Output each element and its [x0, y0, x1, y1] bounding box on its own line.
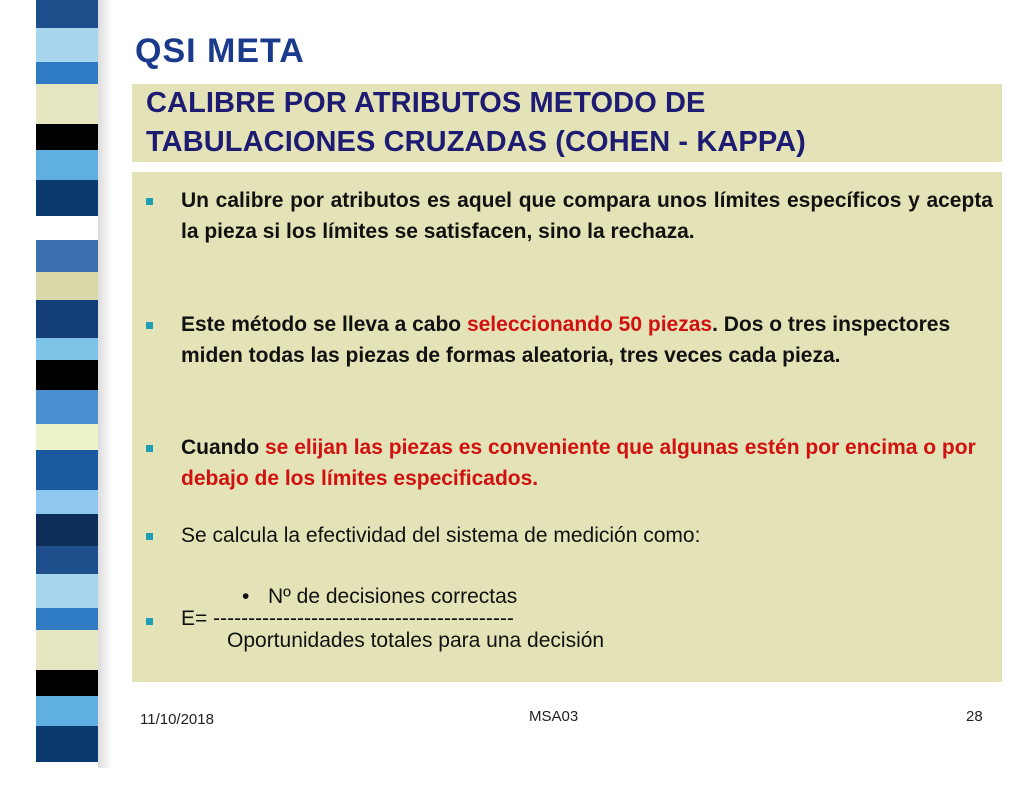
- title-line-2: TABULACIONES CRUZADAS (COHEN - KAPPA): [146, 126, 806, 158]
- decorative-tile: [36, 696, 98, 726]
- title-line-1: CALIBRE POR ATRIBUTOS METODO DE: [146, 87, 706, 119]
- bullet-3-highlight: se elijan las piezas es conveniente que algunas estén por encima o por debajo de los límites especificados.: [181, 436, 976, 490]
- decorative-tile: [36, 726, 98, 762]
- bullet-2-part2: . Dos o tres inspectores miden todas las piezas de formas aleatoria, tres veces cada pieza.: [181, 313, 951, 367]
- decorative-tile-strip: [36, 0, 100, 768]
- decorative-tile: [36, 390, 98, 424]
- decorative-tile: [36, 0, 98, 28]
- decorative-tile: [36, 574, 98, 608]
- bullet-text-3: [181, 432, 993, 494]
- decorative-tile: [36, 514, 98, 546]
- decorative-tile: [36, 84, 98, 124]
- decorative-tile: [36, 670, 98, 696]
- bullet-marker-icon: [146, 322, 153, 329]
- decorative-tile: [36, 630, 98, 670]
- decorative-tile: [36, 338, 98, 360]
- bullet-marker-icon: [146, 198, 153, 205]
- footer-code: MSA03: [529, 708, 579, 725]
- bullet-text-1: Un calibre por atributos es aquel que compara unos límites específicos y acepta la pieza si los límites se satisfacen, sino la rechaza.: [181, 189, 993, 243]
- sub-bullet-dot-icon: •: [242, 585, 250, 608]
- formula-numerator: Nº de decisiones correctas: [268, 585, 518, 608]
- decorative-tile: [36, 608, 98, 630]
- strip-shadow: [98, 0, 112, 768]
- bullet-text-2: [181, 309, 993, 371]
- company-logo: [135, 30, 325, 70]
- decorative-tile: [36, 240, 98, 272]
- formula-lhs: E= -------------------------------------------: [181, 607, 514, 630]
- decorative-tile: [36, 490, 98, 514]
- logo-text: QSI META: [135, 32, 305, 70]
- decorative-tile: [36, 216, 98, 240]
- decorative-tile: [36, 272, 98, 300]
- bullet-text-4: Se calcula la efectividad del sistema de medición como:: [181, 524, 701, 547]
- bullet-3-part1: Cuando: [181, 436, 265, 459]
- decorative-tile: [36, 546, 98, 574]
- footer-page-number: 28: [966, 708, 983, 725]
- bullet-marker-icon: [146, 618, 153, 625]
- decorative-tile: [36, 150, 98, 180]
- bullet-2-highlight: seleccionando 50 piezas: [466, 313, 713, 336]
- decorative-tile: [36, 124, 98, 150]
- decorative-tile: [36, 762, 98, 786]
- content-panel: [132, 172, 1002, 682]
- decorative-tile: [36, 424, 98, 450]
- footer-date: 11/10/2018: [140, 711, 214, 728]
- bullet-marker-icon: [146, 445, 153, 452]
- title-panel: [132, 84, 1002, 162]
- decorative-tile: [36, 450, 98, 490]
- decorative-tile: [36, 360, 98, 390]
- bullet-2-part1: Este método se lleva a cabo: [181, 313, 467, 336]
- logo-graphic: [135, 30, 325, 70]
- decorative-tile: [36, 62, 98, 84]
- decorative-tile: [36, 28, 98, 62]
- slide-title: [132, 84, 1002, 162]
- formula-denominator: Oportunidades totales para una decisión: [227, 629, 605, 652]
- bullet-marker-icon: [146, 533, 153, 540]
- decorative-tile: [36, 180, 98, 216]
- decorative-tile: [36, 300, 98, 338]
